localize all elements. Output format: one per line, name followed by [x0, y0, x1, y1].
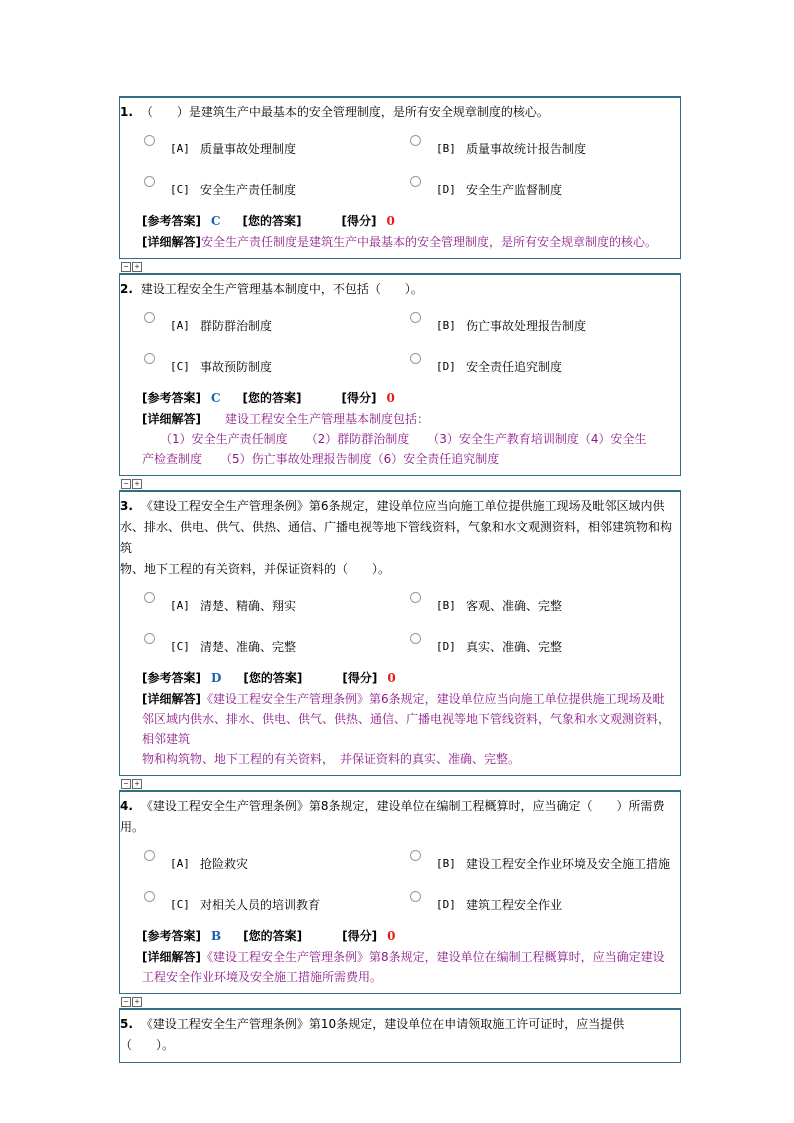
question-line: [120, 1035, 672, 1056]
question-3: [119, 490, 681, 776]
question-stem: （ ）。: [120, 1038, 175, 1052]
explanation-label: [详细解答]: [142, 950, 201, 964]
option-letter: [D]: [436, 640, 456, 653]
radio-button[interactable]: [144, 353, 155, 364]
option-letter: [B]: [436, 857, 456, 870]
options: [120, 584, 672, 668]
collapse-expand-controls: [119, 476, 681, 490]
option-text: 安全生产监督制度: [466, 183, 563, 197]
option-letter: [A]: [170, 599, 190, 612]
explanation-text: 安全生产责任制度是建筑生产中最基本的安全管理制度，是所有安全规章制度的核心。: [200, 235, 657, 249]
your-answer-label: [您的答案]: [243, 929, 303, 943]
score-value: 0: [387, 671, 396, 685]
options: [120, 304, 672, 388]
question-2: [119, 273, 681, 476]
question-number: 2.: [120, 282, 133, 296]
collapse-expand-controls: [119, 994, 681, 1008]
question-5: [119, 1008, 681, 1063]
explanation-line: [142, 749, 672, 769]
option-letter: [C]: [170, 183, 190, 196]
explanation-text: 《建设工程安全生产管理条例》第8条规定，建设单位在编制工程概算时，应当确定建设: [200, 950, 665, 964]
option-text: 群防群治制度: [200, 319, 273, 333]
option-letter: [A]: [170, 857, 190, 870]
radio-button[interactable]: [144, 633, 155, 644]
option-text: 真实、准确、完整: [466, 640, 563, 654]
explanation-text: 产检查制度 （5）伤亡事故处理报告制度（6）安全责任追究制度: [142, 452, 500, 466]
option-letter: [B]: [436, 599, 456, 612]
score-label: [得分]: [342, 929, 378, 943]
question-list: [119, 96, 681, 1063]
option-text: 安全责任追究制度: [466, 360, 563, 374]
question-stem: 《建设工程安全生产管理条例》第6条规定，建设单位应当向施工单位提供施工现场及毗邻区域内供: [140, 499, 665, 513]
question-text: [120, 496, 672, 580]
explanation-text: （1）安全生产责任制度 （2）群防群治制度 （3）安全生产教育培训制度（4）安全生: [142, 432, 647, 446]
explanation-text: 建设工程安全生产管理基本制度包括：: [200, 412, 429, 426]
explanation-label: [详细解答]: [142, 412, 201, 426]
explanation-line: [142, 429, 672, 449]
question-line: [120, 796, 672, 817]
question-number: 4.: [120, 799, 133, 813]
answer-row: [120, 211, 672, 232]
option-letter: [C]: [170, 898, 190, 911]
option-letter: [C]: [170, 640, 190, 653]
score-label: [得分]: [341, 391, 377, 405]
option-letter: [D]: [436, 360, 456, 373]
radio-button[interactable]: [144, 850, 155, 861]
explanation-line: [142, 232, 672, 252]
radio-button[interactable]: [144, 135, 155, 146]
option-text: 抢险救灾: [200, 857, 249, 871]
option-text: 建筑工程安全作业: [466, 898, 563, 912]
option-text: 事故预防制度: [200, 360, 273, 374]
option-text: 清楚、准确、完整: [200, 640, 297, 654]
option-letter: [B]: [436, 142, 456, 155]
score-value: 0: [386, 391, 395, 405]
detailed-explanation: [120, 689, 672, 769]
option-letter: [A]: [170, 319, 190, 332]
explanation-line: [142, 689, 672, 709]
collapse-expand-controls: [119, 259, 681, 273]
option-letter: [A]: [170, 142, 190, 155]
option-letter: [D]: [436, 183, 456, 196]
answer-row: [120, 926, 672, 947]
option-text: 质量事故统计报告制度: [466, 142, 587, 156]
radio-button[interactable]: [410, 312, 421, 323]
option-letter: [C]: [170, 360, 190, 373]
question-text: [120, 279, 672, 300]
explanation-label: [详细解答]: [142, 692, 201, 706]
option-letter: [B]: [436, 319, 456, 332]
reference-answer: D: [210, 671, 222, 685]
collapse-expand-controls: [119, 776, 681, 790]
detailed-explanation: [120, 409, 672, 469]
reference-answer-label: [参考答案]: [142, 391, 201, 405]
question-stem: 《建设工程安全生产管理条例》第10条规定，建设单位在申请领取施工许可证时，应当提供: [140, 1017, 625, 1031]
explanation-line: [142, 947, 672, 967]
question-number: 3.: [120, 499, 133, 513]
question-line: [120, 279, 672, 300]
question-text: [120, 1014, 672, 1056]
reference-answer-label: [参考答案]: [142, 671, 201, 685]
radio-button[interactable]: [410, 633, 421, 644]
answer-row: [120, 668, 672, 689]
your-answer-label: [您的答案]: [242, 214, 302, 228]
answer-row: [120, 388, 672, 409]
score-label: [得分]: [341, 214, 377, 228]
option-text: 清楚、精确、翔实: [200, 599, 297, 613]
option-letter: [D]: [436, 898, 456, 911]
collapse-icon[interactable]: −: [121, 262, 131, 272]
radio-button[interactable]: [144, 592, 155, 603]
question-stem: （ ）是建筑生产中最基本的安全管理制度，是所有安全规章制度的核心。: [140, 105, 549, 119]
reference-answer: B: [210, 929, 222, 943]
question-text: [120, 796, 672, 838]
radio-button[interactable]: [410, 850, 421, 861]
your-answer-label: [您的答案]: [243, 671, 303, 685]
reference-answer: C: [210, 214, 221, 228]
option-text: 伤亡事故处理报告制度: [466, 319, 587, 333]
question-line: [120, 496, 672, 517]
question-number: 1.: [120, 105, 133, 119]
your-answer-label: [您的答案]: [242, 391, 302, 405]
option-text: 对相关人员的培训教育: [200, 898, 321, 912]
question-line: [120, 1014, 672, 1035]
radio-button[interactable]: [410, 353, 421, 364]
expand-icon[interactable]: +: [132, 262, 142, 272]
reference-answer-label: [参考答案]: [142, 214, 201, 228]
explanation-text: 物和构筑物、地下工程的有关资料， 并保证资料的真实、准确、完整。: [142, 752, 521, 766]
explanation-line: [142, 409, 672, 429]
collapse-icon[interactable]: −: [121, 479, 131, 489]
explanation-text: 工程安全作业环境及安全施工措施所需费用。: [142, 970, 383, 984]
expand-icon[interactable]: +: [132, 779, 142, 789]
question-line: [120, 517, 672, 559]
radio-button[interactable]: [410, 592, 421, 603]
question-text: [120, 102, 672, 123]
detailed-explanation: [120, 947, 672, 987]
explanation-line: [142, 709, 672, 749]
question-stem: 《建设工程安全生产管理条例》第8条规定，建设单位在编制工程概算时，应当确定（ ）所需费: [140, 799, 665, 813]
question-stem: 用。: [120, 820, 145, 834]
expand-icon[interactable]: +: [132, 997, 142, 1007]
score-label: [得分]: [342, 671, 378, 685]
question-stem: 水、排水、供电、供气、供热、通信、广播电视等地下管线资料，气象和水文观测资料，相邻建筑物和构筑: [120, 520, 673, 555]
radio-button[interactable]: [144, 176, 155, 187]
reference-answer-label: [参考答案]: [142, 929, 201, 943]
explanation-label: [详细解答]: [142, 235, 201, 249]
radio-button[interactable]: [144, 891, 155, 902]
option-text: 安全生产责任制度: [200, 183, 297, 197]
question-stem: 建设工程安全生产管理基本制度中，不包括（ ）。: [140, 282, 423, 296]
question-stem: 物、地下工程的有关资料，并保证资料的（ ）。: [120, 562, 391, 576]
question-line: [120, 102, 672, 123]
collapse-icon[interactable]: −: [121, 779, 131, 789]
explanation-line: [142, 449, 672, 469]
collapse-icon[interactable]: −: [121, 997, 131, 1007]
question-number: 5.: [120, 1017, 133, 1031]
expand-icon[interactable]: +: [132, 479, 142, 489]
question-line: [120, 817, 672, 838]
radio-button[interactable]: [410, 891, 421, 902]
option-text: 客观、准确、完整: [466, 599, 563, 613]
options: [120, 127, 672, 211]
reference-answer: C: [210, 391, 221, 405]
radio-button[interactable]: [410, 176, 421, 187]
question-line: [120, 559, 672, 580]
detailed-explanation: [120, 232, 672, 252]
question-4: [119, 790, 681, 994]
explanation-text: 《建设工程安全生产管理条例》第6条规定，建设单位应当向施工单位提供施工现场及毗: [200, 692, 665, 706]
option-text: 建设工程安全作业环境及安全施工措施: [466, 857, 671, 871]
options: [120, 842, 672, 926]
question-1: [119, 96, 681, 259]
explanation-text: 邻区域内供水、排水、供电、供气、供热、通信、广播电视等地下管线资料，气象和水文观测资料，相邻建筑: [142, 712, 671, 746]
radio-button[interactable]: [144, 312, 155, 323]
option-text: 质量事故处理制度: [200, 142, 297, 156]
score-value: 0: [386, 214, 395, 228]
explanation-line: [142, 967, 672, 987]
score-value: 0: [387, 929, 396, 943]
radio-button[interactable]: [410, 135, 421, 146]
